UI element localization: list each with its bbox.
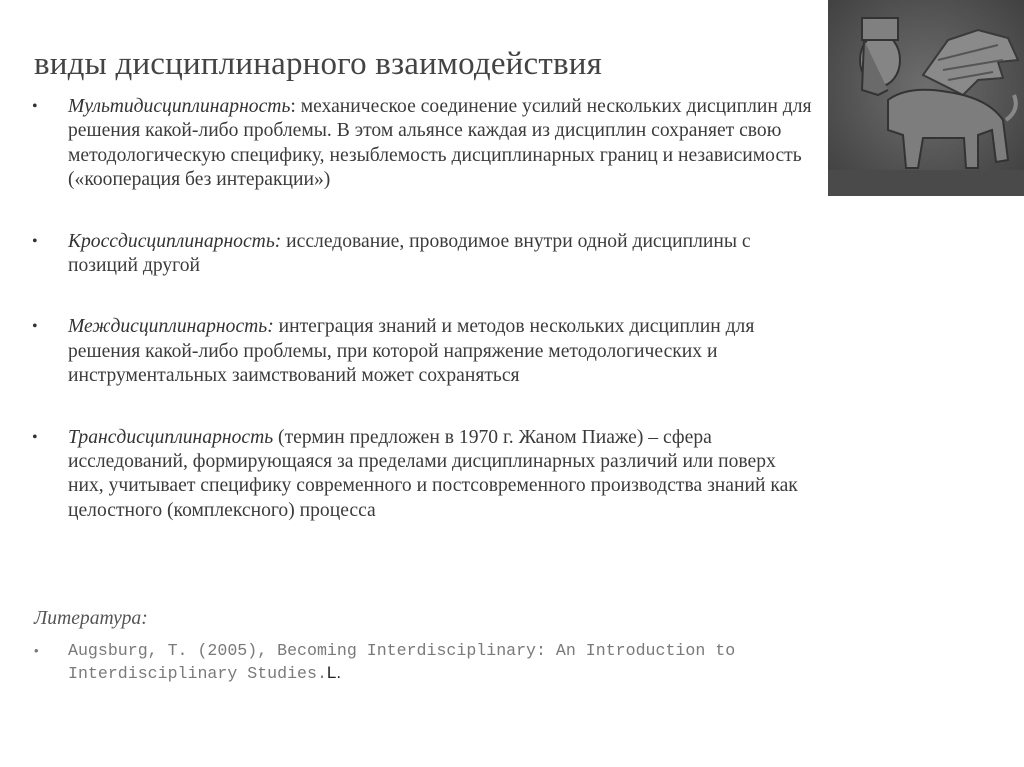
winged-sphinx-relief-image bbox=[828, 0, 1024, 196]
term: Мультидисциплинарность bbox=[68, 96, 291, 117]
list-item bbox=[32, 230, 812, 279]
relief-graphic bbox=[828, 0, 1024, 196]
definition: механическое соединение усилий нескольких дисциплин для решения какой-либо проблемы. В этом альянсе каждая из дисциплин сохраняет свою методологическую специфику, незыблемость дисциплинарных границ и независимость («кооперация без интеракции») bbox=[68, 96, 812, 191]
bullet-list bbox=[32, 95, 812, 523]
bullet-icon: • bbox=[34, 643, 39, 658]
list-item bbox=[32, 426, 812, 524]
term: Кроссдисциплинарность: bbox=[68, 230, 282, 252]
list-item bbox=[32, 95, 812, 193]
list-item bbox=[32, 315, 812, 388]
reference-text: Augsburg, T. (2005), Becoming Interdisciplinary: An Introduction to Interdisciplinary Studies. bbox=[68, 641, 736, 683]
term-separator: : bbox=[290, 96, 296, 117]
term: Трансдисциплинарность bbox=[68, 426, 274, 448]
bullet-icon: • bbox=[32, 318, 38, 336]
definition: исследование, проводимое внутри одной дисциплины с позиций другой bbox=[68, 230, 751, 277]
term: Междисциплинарность: bbox=[68, 316, 274, 338]
bullet-icon: • bbox=[32, 428, 38, 446]
reference-item bbox=[34, 640, 768, 684]
reference-end: L. bbox=[326, 662, 342, 682]
definition: (термин предложен в 1970 г. Жаном Пиаже) – сфера исследований, формирующаяся за пределами дисциплинарных различий или поверх них, учитывает специфику современного и постсовременного производства знаний как целостного (комплексного) процесса bbox=[68, 426, 798, 521]
bullet-icon: • bbox=[32, 98, 38, 115]
literature-heading: Литература: bbox=[34, 608, 148, 629]
definition: интеграция знаний и методов нескольких дисциплин для решения какой-либо проблемы, при которой напряжение методологических и инструментальных заимствований может сохраняться bbox=[68, 316, 755, 387]
bullet-icon: • bbox=[32, 232, 38, 250]
slide-title: виды дисциплинарного взаимодействия bbox=[34, 46, 603, 82]
